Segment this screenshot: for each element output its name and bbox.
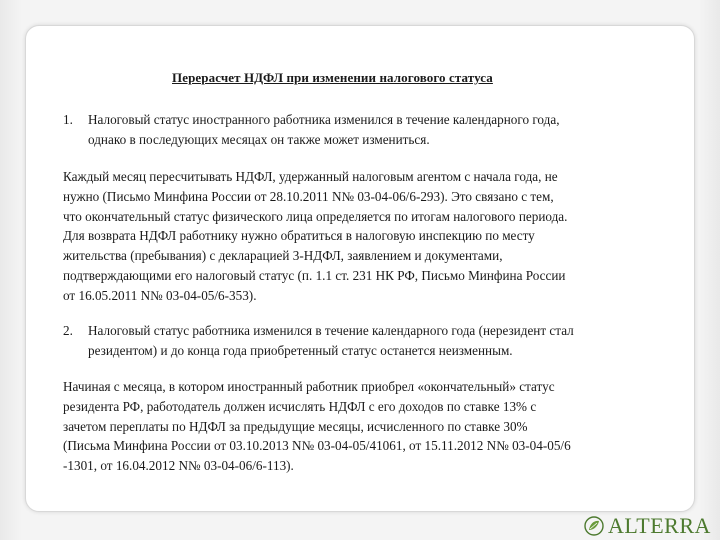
- text-line: Налоговый статус работника изменился в течение календарного года (нерезидент стал: [88, 323, 574, 338]
- item-text: [88, 110, 693, 150]
- numbered-item-1: [63, 110, 693, 150]
- text-line: Для возврата НДФЛ работнику нужно обратиться в налоговую инспекцию по месту: [63, 228, 535, 244]
- text-line: -1301, от 16.04.2012 N№ 03-04-06/6-113).: [63, 458, 294, 474]
- numbered-item-2: [63, 321, 693, 361]
- text-line: от 16.05.2011 N№ 03-04-05/6-353).: [63, 287, 257, 303]
- text-line: нужно (Письмо Минфина России от 28.10.2011 N№ 03-04-06/6-293). Это связано с тем,: [63, 188, 554, 204]
- text-line: однако в последующих месяцах он также может измениться.: [88, 131, 430, 147]
- text-line: Налоговый статус иностранного работника изменился в течение календарного года,: [88, 112, 560, 127]
- leaf-logo-icon: [584, 516, 604, 536]
- text-line: подтверждающими его налоговый статус (п. 1.1 ст. 231 НК РФ, Письмо Минфина России: [63, 267, 566, 283]
- text-line: зачетом переплаты по НДФЛ за предыдущие месяцы, исчисленного по ставке 30%: [63, 418, 528, 434]
- item-number: 1.: [63, 112, 73, 127]
- alterra-logo: [584, 513, 711, 539]
- slide-title: Перерасчет НДФЛ при изменении налогового статуса: [172, 70, 493, 85]
- paragraph-2: [63, 377, 693, 476]
- text-line: что окончательный статус физического лица определяется по итогам налогового периода.: [63, 208, 568, 224]
- item-text: [88, 321, 693, 361]
- item-number: 2.: [63, 323, 73, 338]
- paragraph-1: [63, 167, 693, 306]
- text-line: резидентом) и до конца года приобретенный статус останется неизменным.: [88, 342, 513, 358]
- text-line: резидента РФ, работодатель должен исчислять НДФЛ с его доходов по ставке 13% с: [63, 398, 537, 414]
- text-line: Начиная с месяца, в котором иностранный работник приобрел «окончательный» статус: [63, 379, 555, 394]
- logo-text: ALTERRA: [608, 513, 711, 538]
- text-line: Каждый месяц пересчитывать НДФЛ, удержанный налоговым агентом с начала года, не: [63, 169, 558, 184]
- text-line: жительства (пребывания) с декларацией 3-НДФЛ, заявлением и документами,: [63, 248, 503, 264]
- text-line: (Письма Минфина России от 03.10.2013 N№ 03-04-05/41061, от 15.11.2012 N№ 03-04-05/6: [63, 438, 571, 454]
